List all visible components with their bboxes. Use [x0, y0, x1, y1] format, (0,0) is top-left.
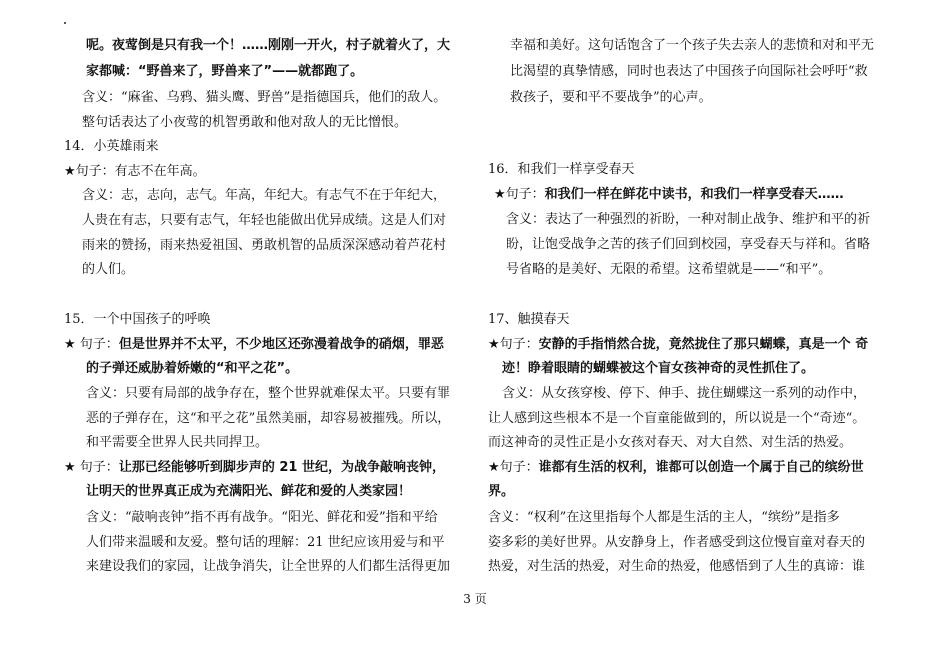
sentence-label: 句子： — [79, 460, 119, 475]
meaning-text: 让人感到这些根本不是一个盲童能做到的，所以说是一个“奇迹“。 — [488, 411, 866, 426]
sentence-text: 让明天的世界真正成为充满阳光、鲜花和爱的人类家园！ — [86, 484, 412, 499]
sentence-text: 安静的手指悄然合拢，竟然拢住了那只蝴蝶，真是一个 奇 — [538, 337, 869, 352]
meaning-text: 人们带来温暖和友爱。整句话的理解：21 世纪应该用爱与和平 — [86, 535, 445, 550]
sentence-line — [488, 335, 868, 355]
meaning-text: 含义：“权利”在这里指每个人都是生活的主人，“缤纷”是指多 — [488, 510, 840, 525]
sentence-text: 呢。夜莺倒是只有我一个！……刚刚一开火，村子就着火了，大 — [86, 38, 451, 53]
meaning-text: 和平需要全世界人民共同捍卫。 — [86, 435, 269, 450]
meaning-text: 而这神奇的灵性正是小女孩对春天、对大自然、对生活的热爱。 — [488, 435, 853, 450]
sentence-text: 界。 — [488, 484, 515, 499]
star-icon: ★ — [494, 187, 506, 202]
sentence-label: 句子： — [79, 337, 119, 352]
sentence-line — [64, 335, 444, 355]
sentence-text: 迹！睁着眼睛的蝴蝶被这个盲女孩神奇的灵性抓住了。 — [502, 361, 815, 376]
meaning-text: 幸福和美好。这句话饱含了一个孩子失去亲人的悲愤和对和平无 — [510, 38, 875, 53]
section-heading-17: 17、触摸春天 — [488, 312, 570, 327]
section-heading-16: 16．和我们一样享受春天 — [488, 162, 635, 177]
meaning-text: 热爱，对生活的热爱，对生命的热爱，他感悟到了人生的真谛：谁 — [488, 559, 866, 574]
sentence-text: 让那已经能够听到脚步声的 21 世纪，为战争敲响丧钟， — [118, 460, 445, 475]
section-heading-14: 14．小英雄雨来 — [64, 139, 159, 154]
sentence-line — [64, 458, 445, 478]
sentence-text: 谁都有生活的权利，谁都可以创造一个属于自己的缤纷世 — [538, 460, 864, 475]
star-icon: ★ — [64, 460, 76, 475]
star-icon: ★ — [488, 337, 500, 352]
meaning-text: 雨来的赞扬，雨来热爱祖国、勇敢机智的品质深深感动着芦花村 — [82, 238, 447, 253]
sentence-label: 句子： — [499, 460, 539, 475]
meaning-text: 含义：“麻雀、乌鸦、猫头鹰、野兽”是指德国兵，他们的敌人。 — [82, 90, 447, 105]
star-icon: ★ — [488, 460, 500, 475]
meaning-text: 整句话表达了小夜莺的机智勇敢和他对敌人的无比憎恨。 — [82, 115, 408, 130]
meaning-text: 恶的子弹存在，这“和平之花”虽然美丽，却容易被摧残。所以， — [86, 411, 451, 426]
meaning-text: 的人们。 — [82, 262, 135, 277]
meaning-text: 号省略的是美好、无限的希望。这希望就是——“和平”。 — [506, 262, 832, 277]
section-heading-15: 15．一个中国孩子的呼唤 — [64, 312, 211, 327]
corner-dot — [64, 22, 66, 24]
meaning-text: 含义：志，志向，志气。年高，年纪大。有志气不在于年纪大， — [82, 188, 447, 203]
sentence-label: 句子： — [75, 164, 115, 179]
meaning-text: 人贵在有志，只要有志气，年轻也能做出优异成绩。这是人们对 — [82, 213, 447, 228]
meaning-text: 含义：表达了一种强烈的祈盼，一种对制止战争、维护和平的祈 — [506, 212, 871, 227]
meaning-text: 比渴望的真挚情感，同时也表达了中国孩子向国际社会呼吁“救 — [510, 64, 868, 79]
meaning-text: 救孩子，要和平不要战争”的心声。 — [510, 90, 712, 105]
meaning-text: 盼，让饱受战争之苦的孩子们回到校园，享受春天与祥和。省略 — [506, 237, 871, 252]
sentence-label: 句子： — [505, 187, 545, 202]
page-number: 3 页 — [463, 592, 487, 606]
meaning-text: 含义：“敲响丧钟”指不再有战争。“阳光、鲜花和爱”指和平给 — [86, 510, 438, 525]
star-icon: ★ — [64, 337, 76, 352]
sentence-text: 和我们一样在鲜花中读书，和我们一样享受春天…… — [544, 187, 844, 202]
star-icon: ★ — [64, 164, 76, 179]
sentence-text: 有志不在年高。 — [114, 164, 206, 179]
meaning-text: 来建设我们的家园，让战争消失，让全世界的人们都生活得更加 — [86, 559, 451, 574]
sentence-text: 但是世界并不太平，不少地区还弥漫着战争的硝烟，罪恶 — [118, 337, 444, 352]
sentence-line — [64, 162, 206, 182]
sentence-text: 的子弹还威胁着娇嫩的“和平之花”。 — [86, 361, 299, 376]
meaning-text: 含义：从女孩穿梭、停下、伸手、拢住蝴蝶这一系列的动作中， — [502, 386, 867, 401]
sentence-text: 家都喊：“野兽来了，野兽来了”——就都跑了。 — [86, 64, 364, 79]
sentence-line — [488, 458, 864, 478]
meaning-text: 姿多彩的美好世界。从安静身上，作者感受到这位慢盲童对春天的 — [488, 535, 866, 550]
meaning-text: 含义：只要有局部的战争存在，整个世界就难保太平。只要有罪 — [86, 386, 451, 401]
sentence-line — [494, 185, 844, 205]
sentence-label: 句子： — [499, 337, 539, 352]
